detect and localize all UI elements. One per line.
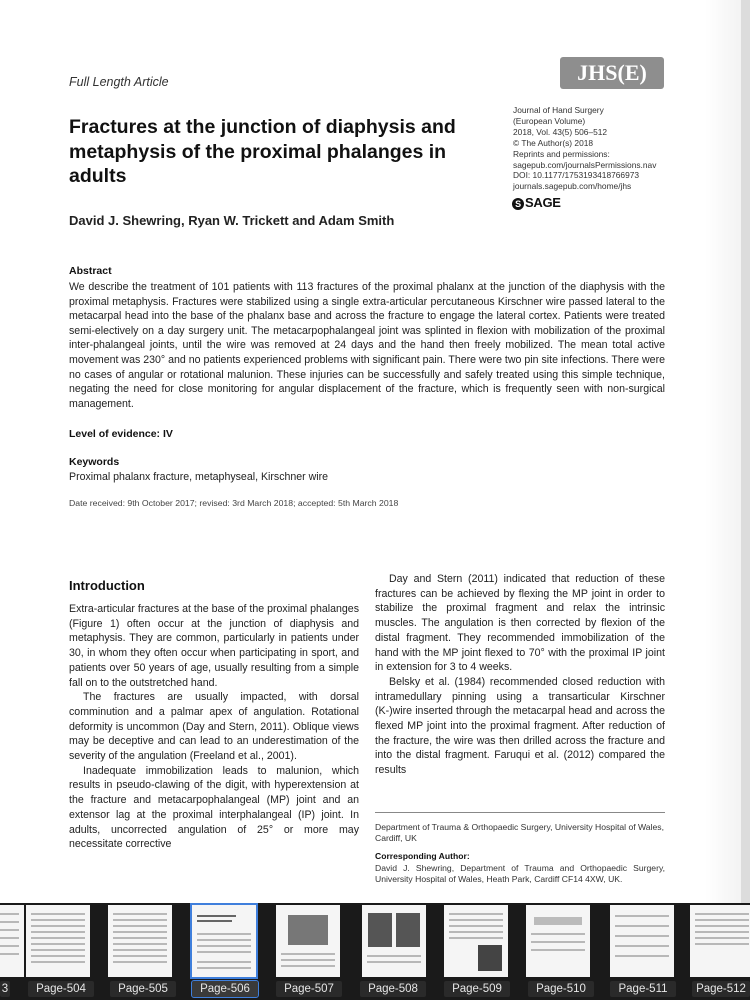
keywords-heading: Keywords bbox=[69, 456, 120, 468]
publisher-name: SAGE bbox=[525, 195, 561, 210]
page-thumbnail-504[interactable] bbox=[26, 905, 90, 977]
page-label-509[interactable]: Page-509 bbox=[444, 981, 510, 997]
publisher-logo bbox=[512, 195, 561, 210]
thumbnail-strip[interactable] bbox=[0, 903, 750, 1000]
page-label-511[interactable]: Page-511 bbox=[610, 981, 676, 997]
corresponding-heading: Corresponding Author: bbox=[375, 851, 470, 861]
journal-info-line: sagepub.com/journalsPermissions.nav bbox=[513, 159, 657, 170]
page-label[interactable]: 3 bbox=[1, 983, 9, 995]
introduction-heading: Introduction bbox=[69, 578, 145, 593]
affiliation: Department of Trauma & Orthopaedic Surgery, University Hospital of Wales, Cardiff, UK bbox=[375, 822, 664, 843]
abstract-text: We describe the treatment of 101 patients with 113 fractures of the proximal phalanx at the junction of the diaphysis with the proximal metaphysis. Fractures were stabilized using a single extra-articular percutaneous Kirschner wire passed lateral to the metacarpal head into the base of the phalanx base and across the fracture to engage the lateral cortex. Patients were treated semi-electively on a day surgery unit. The metacarpophalangeal joint was splinted in flexion with mobilization of the proximal inter-phalangeal joints, until the wire was removed at 24 days and the hand then freely mobilized. The mean total active movement was 230° and no patients experienced problems with significant pain. There were two pin site infections. There were no cases of angular or rotational malunion. These injuries can be successfully and safely treated using this simple technique, negating the need for close monitoring for angular displacement of the fracture, which is frequently seen with non-surgical management. bbox=[69, 281, 665, 410]
abstract-heading: Abstract bbox=[69, 265, 112, 277]
journal-info-line: Journal of Hand Surgery bbox=[513, 105, 604, 115]
footnote-divider bbox=[375, 812, 665, 813]
journal-info-line: journals.sagepub.com/home/jhs bbox=[513, 181, 632, 192]
paragraph: Belsky et al. (1984) recommended closed reduction with intramedullary pinning using a transarticular Kirschner (K-)wire inserted through the metacarpal head and across the flexed MP joint into the proximal fragment. After reduction of the fracture, the wire was then drilled across the fracture and into the distal fragment. Faruqui et al. (2012) compared the results bbox=[375, 675, 665, 777]
intro-left-column bbox=[69, 602, 359, 852]
page-thumbnail-510[interactable] bbox=[526, 905, 590, 977]
page-label-505[interactable]: Page-505 bbox=[110, 981, 176, 997]
page-label-512[interactable]: Page-512 bbox=[692, 981, 750, 997]
page-thumbnail-508[interactable] bbox=[362, 905, 426, 977]
page-thumbnail-509[interactable] bbox=[444, 905, 508, 977]
page-thumbnail-511[interactable] bbox=[610, 905, 674, 977]
paragraph: Extra-articular fractures at the base of the proximal phalanges (Figure 1) often occur at the junction of diaphysis and metaphysis. They are common, particularly in patients under 30, in whom they often occur when participating in sport, and patients over 50 years of age, usually resulting from a simple fall on to the outstretched hand. bbox=[69, 603, 359, 689]
paragraph: The fractures are usually impacted, with dorsal comminution and a palmar apex of angulation. Rotational deformity is uncommon (Day and Stern, 2011). Oblique views may be deceptive and can lead to an underestimation of the severity of the angulation (Freeland et al., 2001). bbox=[69, 691, 359, 763]
intro-right-column bbox=[375, 572, 665, 778]
article-dates: Date received: 9th October 2017; revised: 3rd March 2018; accepted: 5th March 2018 bbox=[69, 498, 399, 508]
paragraph: Day and Stern (2011) indicated that reduction of these fractures can be achieved by flexing the MP joint in order to stabilize the proximal fragment and relax the intrinsic muscles. The angulation is then corrected by flexion of the distal fragment. They recommended immobilization of the hand with the MP joint flexed to 70° with the proximal IP joint in extension for 3 to 4 weeks. bbox=[375, 573, 665, 674]
journal-logo: JHS(E) bbox=[560, 57, 664, 89]
journal-info-line: DOI: 10.1177/1753193418766973 bbox=[513, 170, 640, 181]
page-label-507[interactable]: Page-507 bbox=[276, 981, 342, 997]
page-label-510[interactable]: Page-510 bbox=[528, 981, 594, 997]
page-thumbnail[interactable] bbox=[0, 905, 24, 977]
page-label-508[interactable]: Page-508 bbox=[360, 981, 426, 997]
authors: David J. Shewring, Ryan W. Trickett and Adam Smith bbox=[69, 213, 395, 228]
journal-info-line: © The Author(s) 2018 bbox=[513, 137, 594, 148]
journal-info-line: 2018, Vol. 43(5) 506–512 bbox=[513, 126, 608, 137]
page-label-504[interactable]: Page-504 bbox=[28, 981, 94, 997]
keywords: Proximal phalanx fracture, metaphyseal, Kirschner wire bbox=[69, 471, 329, 483]
journal-info-line: Reprints and permissions: bbox=[513, 148, 610, 159]
corresponding-author: David J. Shewring, Department of Trauma and Orthopaedic Surgery, University Hospital of Wales, Heath Park, Cardiff CF14 4XW, UK. bbox=[375, 863, 665, 884]
page-thumbnail-505[interactable] bbox=[108, 905, 172, 977]
journal-info bbox=[513, 105, 713, 192]
page-label-506[interactable]: Page-506 bbox=[192, 981, 258, 997]
sage-circle-icon: S bbox=[512, 198, 524, 210]
level-of-evidence: Level of evidence: IV bbox=[69, 428, 173, 440]
page-edge bbox=[741, 0, 750, 903]
article-title: Fractures at the junction of diaphysis and metaphysis of the proximal phalanges in adults bbox=[69, 116, 456, 187]
page-thumbnail-512[interactable] bbox=[690, 905, 750, 977]
paragraph: Inadequate immobilization leads to malunion, which results in pseudo-clawing of the digit, with hyperextension at the fracture and metacarpophalangeal (MP) joint and an extensor lag at the proximal interphalangeal (IP) joint. In adults, uncorrected angulation of 25° or more may necessitate corrective bbox=[69, 764, 359, 851]
journal-info-line: (European Volume) bbox=[513, 115, 586, 126]
page-thumbnail-506[interactable] bbox=[192, 905, 256, 977]
page-thumbnail-507[interactable] bbox=[276, 905, 340, 977]
article-type: Full Length Article bbox=[69, 75, 169, 89]
